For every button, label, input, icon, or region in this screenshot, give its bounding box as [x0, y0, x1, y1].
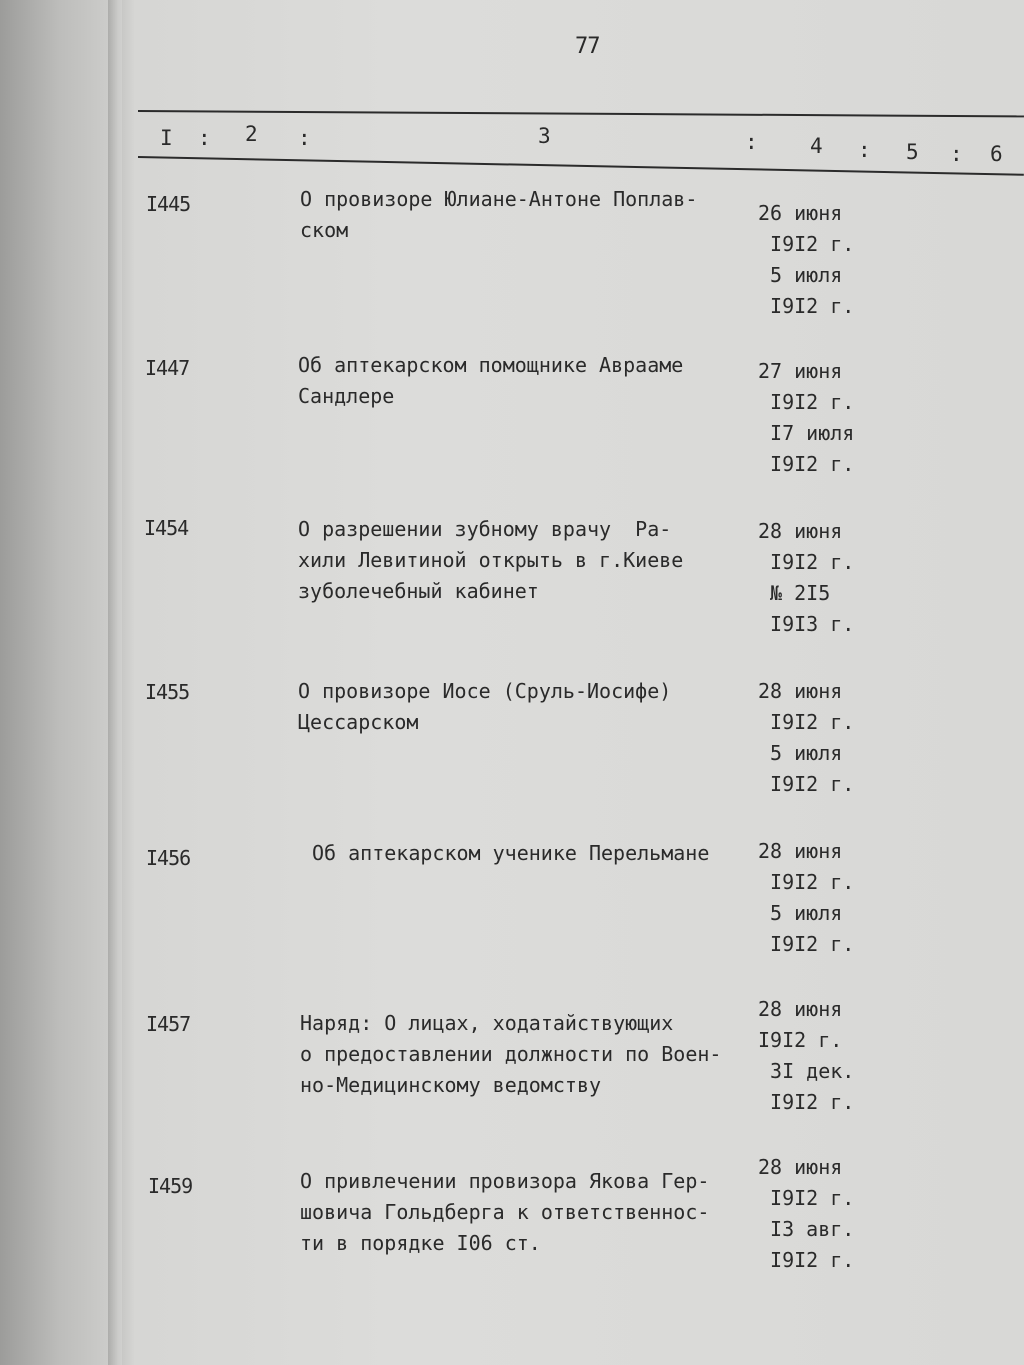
record-description: Об аптекарском ученике Перельмане — [312, 841, 710, 865]
header-rule-top — [138, 110, 1024, 117]
record-dates: 28 июня I9I2 г. 3I дек. I9I2 г. — [758, 997, 855, 1114]
record-id: I459 — [148, 1174, 193, 1198]
record-dates: 28 июня I9I2 г. I3 авг. I9I2 г. — [758, 1155, 855, 1272]
header-separator: : — [950, 142, 963, 166]
header-col-2: 2 — [245, 122, 258, 146]
page-number: 77 — [575, 34, 600, 59]
header-separator: : — [298, 126, 311, 150]
header-separator: : — [858, 138, 871, 162]
record-id: I455 — [145, 680, 190, 704]
header-col-6: 6 — [990, 142, 1003, 166]
record-description: Наряд: О лицах, ходатайствующих о предоставлении должности по Воен- но-Медицинскому ведомству — [300, 1011, 722, 1097]
record-description: О разрешении зубному врачу Ра- хили Левитиной открыть в г.Киеве зуболечебный кабинет — [298, 517, 684, 603]
header-separator: : — [745, 130, 758, 154]
record-id: I457 — [146, 1012, 191, 1036]
record-description: О привлечении провизора Якова Гер- шовича Гольдберга к ответственнос- ти в порядке I06 ст. — [300, 1169, 710, 1255]
record-id: I456 — [146, 846, 191, 870]
header-col-3: 3 — [538, 124, 551, 148]
record-description: Об аптекарском помощнике Аврааме Сандлере — [298, 353, 684, 408]
binding-gutter — [108, 0, 122, 1365]
record-dates: 27 июня I9I2 г. I7 июля I9I2 г. — [758, 359, 855, 476]
record-id: I454 — [144, 516, 189, 540]
record-id: I445 — [146, 192, 191, 216]
header-rule-bottom — [138, 156, 1024, 176]
record-dates: 26 июня I9I2 г. 5 июля I9I2 г. — [758, 201, 855, 318]
record-dates: 28 июня I9I2 г. № 2I5 I9I3 г. — [758, 519, 855, 636]
record-dates: 28 июня I9I2 г. 5 июля I9I2 г. — [758, 679, 855, 796]
record-description: О провизоре Юлиане-Антоне Поплав- ском — [300, 187, 698, 242]
header-separator: : — [198, 126, 211, 150]
record-id: I447 — [145, 356, 190, 380]
header-col-4: 4 — [810, 134, 823, 158]
header-col-1: I — [160, 126, 173, 150]
record-dates: 28 июня I9I2 г. 5 июля I9I2 г. — [758, 839, 855, 956]
header-col-5: 5 — [906, 140, 919, 164]
record-description: О провизоре Иосе (Сруль-Иосифе) Цессарском — [298, 679, 672, 734]
